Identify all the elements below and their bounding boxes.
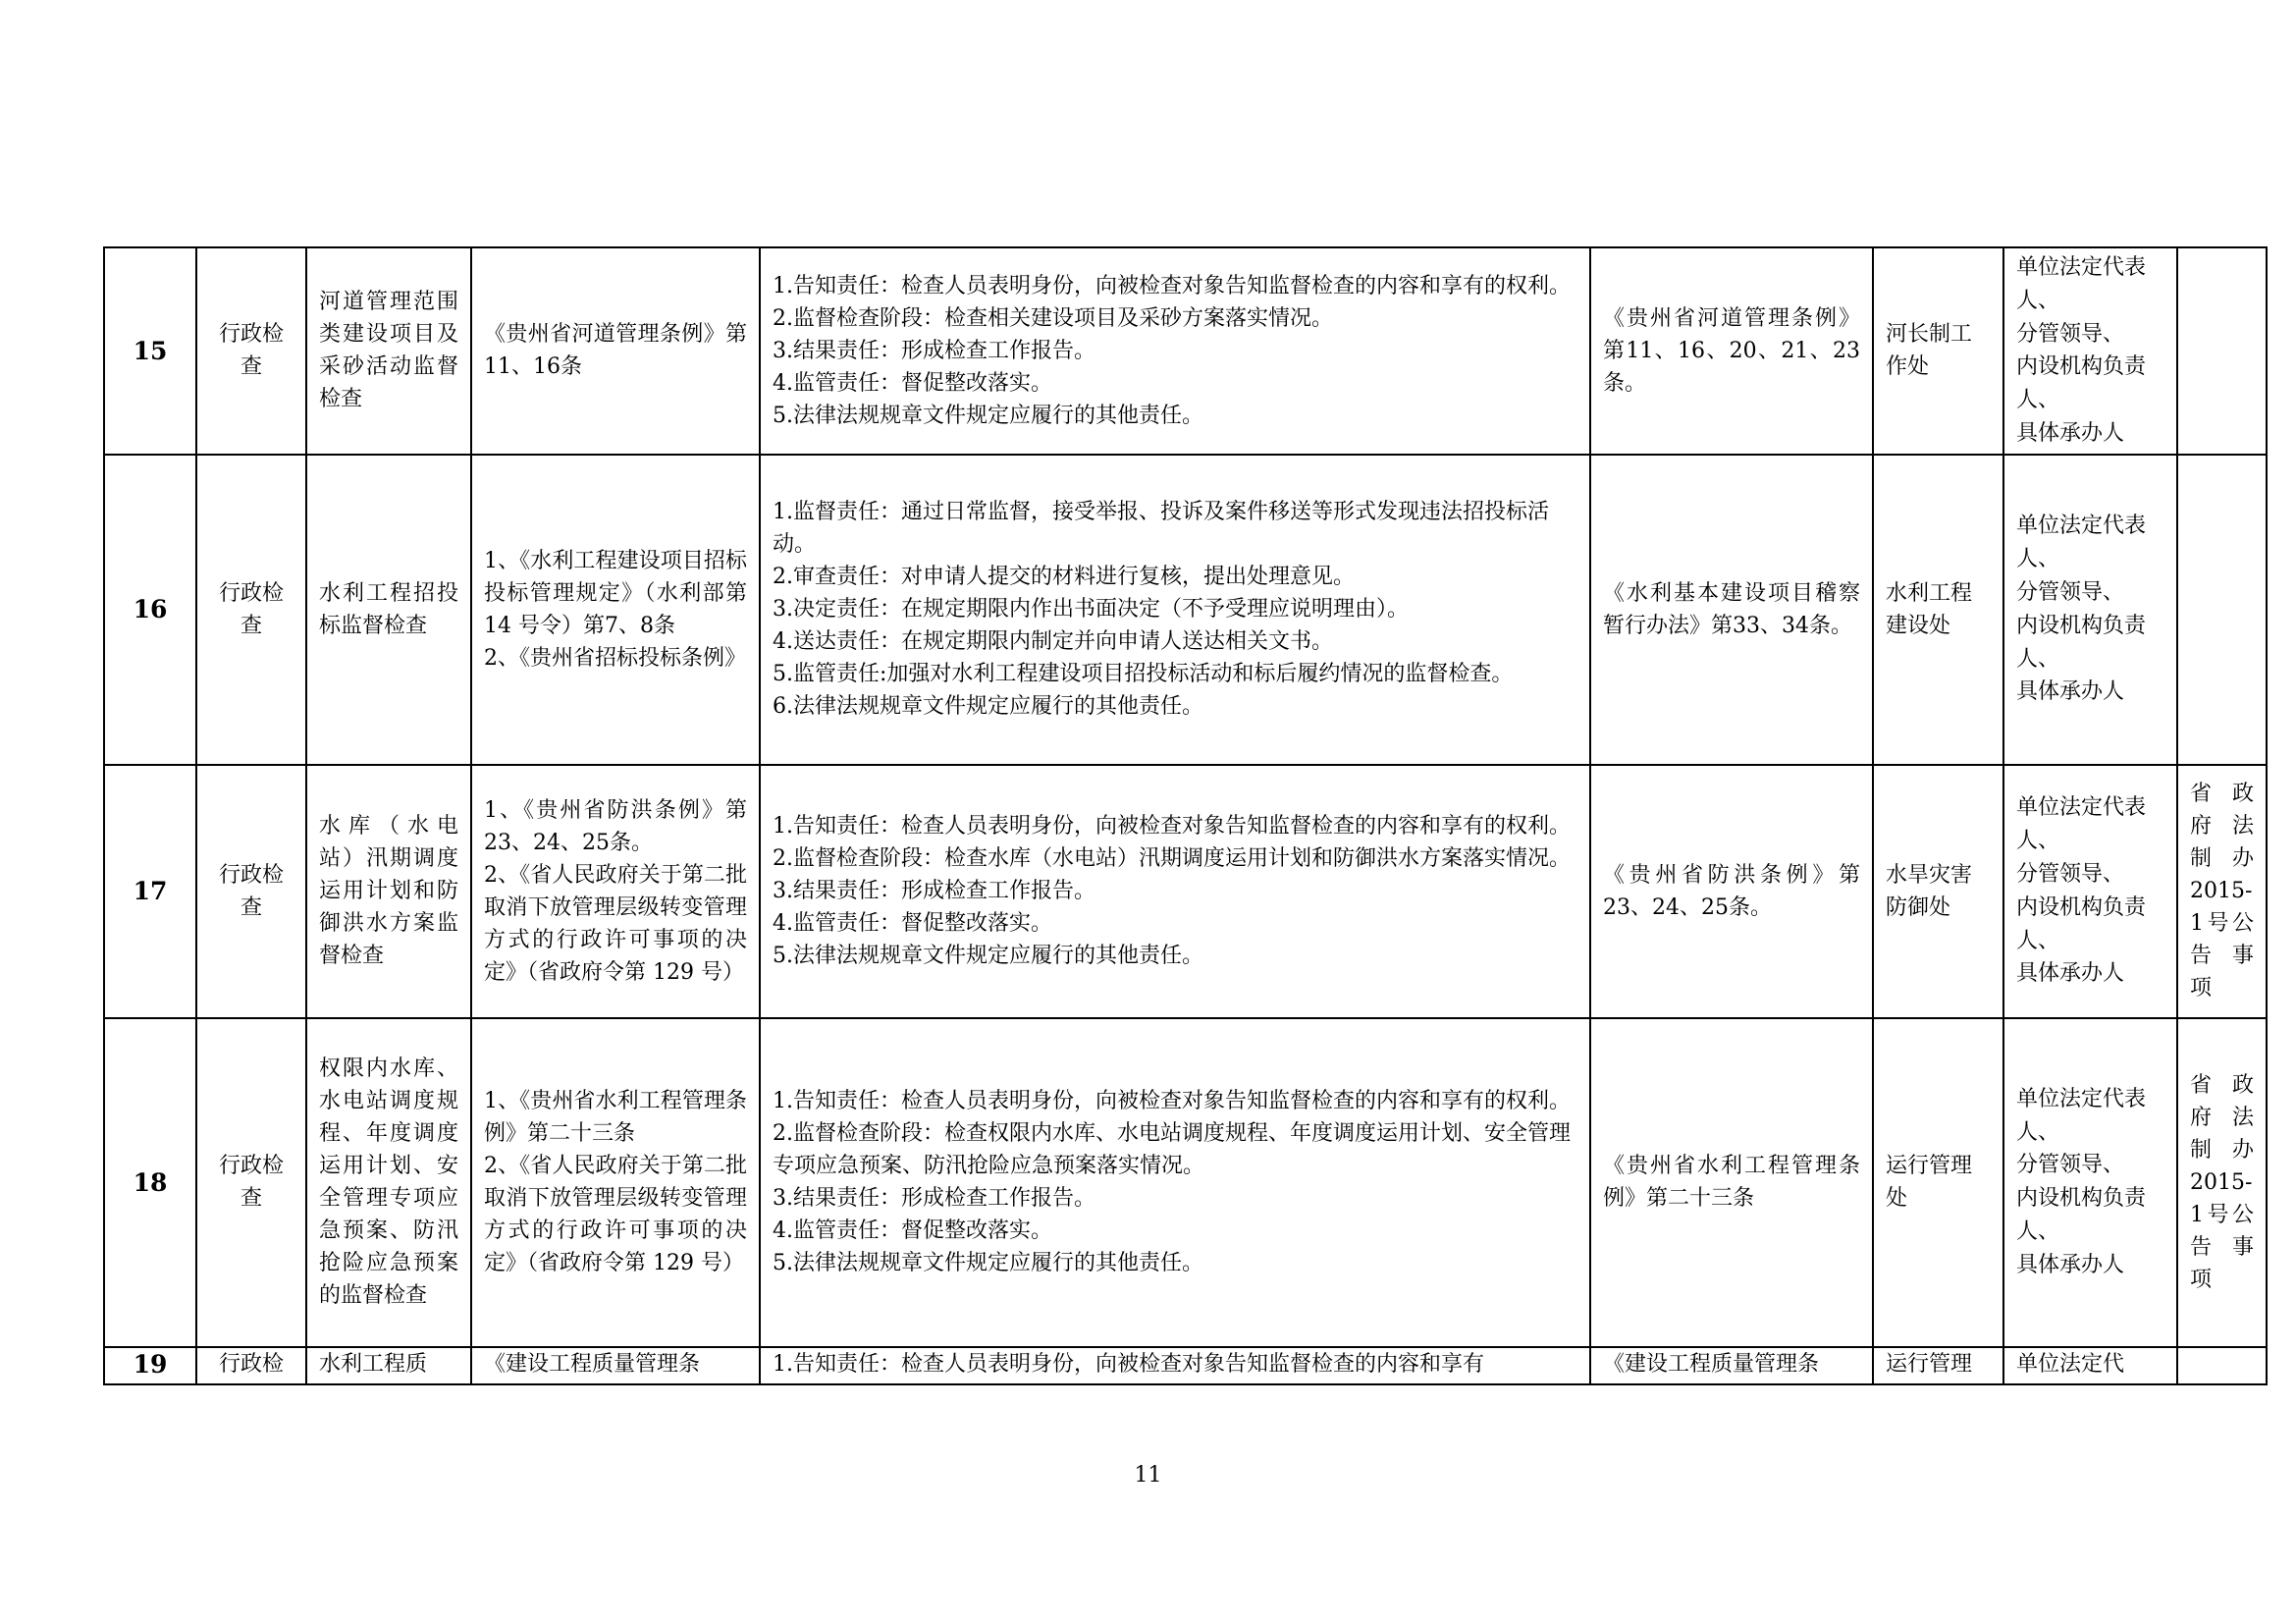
duties-cell (760, 455, 1590, 765)
responsible-persons-cell (2003, 765, 2177, 1018)
basis-line: 1、《贵州省防洪条例》第23、24、25条。 (484, 797, 747, 855)
table-row (104, 455, 2267, 765)
basis-line: 2、《省人民政府关于第二批取消下放管理层级转变管理方式的行政许可事项的决定》（省政府令第 129 号） (484, 862, 747, 985)
duty-line: 6.法律法规规章文件规定应履行的其他责任。 (773, 694, 1203, 720)
legal-basis-cell: 《贵州省河道管理条例》第11、16条 (471, 247, 760, 455)
resp-line: 分管领导、 (2016, 321, 2125, 347)
duty-line: 1.告知责任：检查人员表明身份，向被检查对象告知监督检查的内容和享有的权利。 (773, 273, 1571, 298)
table-row (104, 765, 2267, 1018)
duty-line: 4.监管责任：督促整改落实。 (773, 911, 1052, 937)
legal-basis-cell (471, 765, 760, 1018)
legal-basis-cell: 《建设工程质量管理条 (471, 1347, 760, 1384)
duty-line: 2.监督检查阶段：检查相关建设项目及采砂方案落实情况。 (773, 305, 1333, 331)
duty-basis-cell: 《贵州省水利工程管理条例》第二十三条 (1590, 1018, 1873, 1347)
duty-line: 5.法律法规规章文件规定应履行的其他责任。 (773, 944, 1203, 969)
row-number: 16 (104, 455, 196, 765)
legal-basis-cell (471, 455, 760, 765)
basis-line: 1、《贵州省水利工程管理条例》第二十三条 (484, 1089, 747, 1147)
duty-line: 4.监管责任：督促整改落实。 (773, 1218, 1052, 1244)
item-name-cell: 水利工程招投标监督检查 (306, 455, 471, 765)
category-cell: 行政检查 (196, 1018, 306, 1347)
remarks-cell (2177, 1347, 2267, 1384)
resp-line: 单位法定代表人、 (2016, 255, 2147, 313)
resp-line: 单位法定代表人、 (2016, 795, 2147, 854)
remarks-cell (2177, 455, 2267, 765)
duty-line: 3.结果责任：形成检查工作报告。 (773, 1186, 1095, 1212)
department-cell: 河长制工作处 (1873, 247, 2003, 455)
resp-line: 内设机构负责人、 (2016, 613, 2147, 672)
duties-cell (760, 1018, 1590, 1347)
duty-line: 2.监督检查阶段：检查水库（水电站）汛期调度运用计划和防御洪水方案落实情况。 (773, 846, 1571, 872)
resp-line: 内设机构负责人、 (2016, 894, 2147, 953)
responsible-persons-cell (2003, 455, 2177, 765)
duty-basis-cell: 《贵州省河道管理条例》第11、16、20、21、23条。 (1590, 247, 1873, 455)
item-name-cell: 河道管理范围类建设项目及采砂活动监督检查 (306, 247, 471, 455)
legal-basis-cell (471, 1018, 760, 1347)
resp-line: 分管领导、 (2016, 1153, 2125, 1178)
duty-line: 5.法律法规规章文件规定应履行的其他责任。 (773, 403, 1203, 428)
category-cell: 行政检查 (196, 455, 306, 765)
table-row (104, 1018, 2267, 1347)
resp-line: 内设机构负责人、 (2016, 1186, 2147, 1245)
responsibility-table (103, 246, 2268, 1385)
duty-line: 1.告知责任：检查人员表明身份，向被检查对象告知监督检查的内容和享有的权利。 (773, 1089, 1571, 1114)
duty-line: 1.监督责任：通过日常监督，接受举报、投诉及案件移送等形式发现违法招投标活动。 (773, 500, 1549, 558)
duty-line: 3.结果责任：形成检查工作报告。 (773, 338, 1095, 363)
duty-line: 3.结果责任：形成检查工作报告。 (773, 879, 1095, 904)
duty-line: 5.法律法规规章文件规定应履行的其他责任。 (773, 1251, 1203, 1276)
resp-line: 具体承办人 (2016, 961, 2125, 987)
resp-line: 单位法定代表人、 (2016, 1086, 2147, 1145)
duty-line: 4.送达责任：在规定期限内制定并向申请人送达相关文书。 (773, 629, 1333, 655)
resp-line: 内设机构负责人、 (2016, 354, 2147, 413)
duty-line: 2.监督检查阶段：检查权限内水库、水电站调度规程、年度调度运用计划、安全管理专项应急预案、防汛抢险应急预案落实情况。 (773, 1121, 1571, 1179)
row-number: 19 (104, 1347, 196, 1384)
item-name-cell: 水利工程质 (306, 1347, 471, 1384)
page-number: 11 (1134, 1463, 1162, 1488)
category-cell: 行政检查 (196, 247, 306, 455)
department-cell: 水利工程建设处 (1873, 455, 2003, 765)
responsible-persons-cell: 单位法定代 (2003, 1347, 2177, 1384)
duty-basis-cell: 《贵州省防洪条例》第23、24、25条。 (1590, 765, 1873, 1018)
row-number: 18 (104, 1018, 196, 1347)
remarks-cell (2177, 247, 2267, 455)
row-number: 17 (104, 765, 196, 1018)
duty-basis-cell: 《水利基本建设项目稽察暂行办法》第33、34条。 (1590, 455, 1873, 765)
resp-line: 具体承办人 (2016, 420, 2125, 446)
resp-line: 具体承办人 (2016, 679, 2125, 705)
basis-line: 2、《省人民政府关于第二批取消下放管理层级转变管理方式的行政许可事项的决定》（省政府令第 129 号） (484, 1154, 747, 1276)
duty-line: 3.决定责任：在规定期限内作出书面决定（不予受理应说明理由）。 (773, 597, 1409, 623)
responsible-persons-cell (2003, 1018, 2177, 1347)
row-number: 15 (104, 247, 196, 455)
category-cell: 行政检 (196, 1347, 306, 1384)
basis-line: 1、《水利工程建设项目招标投标管理规定》（水利部第 14 号令）第7、8条 (484, 548, 747, 638)
item-name-cell: 水库（水电站）汛期调度运用计划和防御洪水方案监督检查 (306, 765, 471, 1018)
resp-line: 具体承办人 (2016, 1252, 2125, 1277)
resp-line: 分管领导、 (2016, 861, 2125, 887)
duties-cell: 1.告知责任：检查人员表明身份，向被检查对象告知监督检查的内容和享有 (760, 1347, 1590, 1384)
resp-line: 单位法定代表人、 (2016, 514, 2147, 572)
duty-line: 1.告知责任：检查人员表明身份，向被检查对象告知监督检查的内容和享有的权利。 (773, 814, 1571, 839)
duty-line: 5.监管责任:加强对水利工程建设项目招投标活动和标后履约情况的监督检查。 (773, 662, 1514, 687)
remarks-cell: 省政府法制办2015-1号公告事项 (2177, 1018, 2267, 1347)
department-cell: 运行管理处 (1873, 1018, 2003, 1347)
remarks-cell: 省政府法制办2015-1号公告事项 (2177, 765, 2267, 1018)
category-cell: 行政检查 (196, 765, 306, 1018)
duty-line: 2.审查责任：对申请人提交的材料进行复核，提出处理意见。 (773, 565, 1355, 590)
department-cell: 水旱灾害防御处 (1873, 765, 2003, 1018)
duties-cell (760, 247, 1590, 455)
responsible-persons-cell (2003, 247, 2177, 455)
table-row (104, 1347, 2267, 1384)
table-row (104, 247, 2267, 455)
department-cell: 运行管理 (1873, 1347, 2003, 1384)
duties-cell (760, 765, 1590, 1018)
duty-basis-cell: 《建设工程质量管理条 (1590, 1347, 1873, 1384)
duty-line: 4.监管责任：督促整改落实。 (773, 370, 1052, 396)
resp-line: 分管领导、 (2016, 579, 2125, 605)
basis-line: 2、《贵州省招标投标条例》 (484, 645, 746, 671)
item-name-cell: 权限内水库、水电站调度规程、年度调度运用计划、安全管理专项应急预案、防汛抢险应急预案的监督检查 (306, 1018, 471, 1347)
